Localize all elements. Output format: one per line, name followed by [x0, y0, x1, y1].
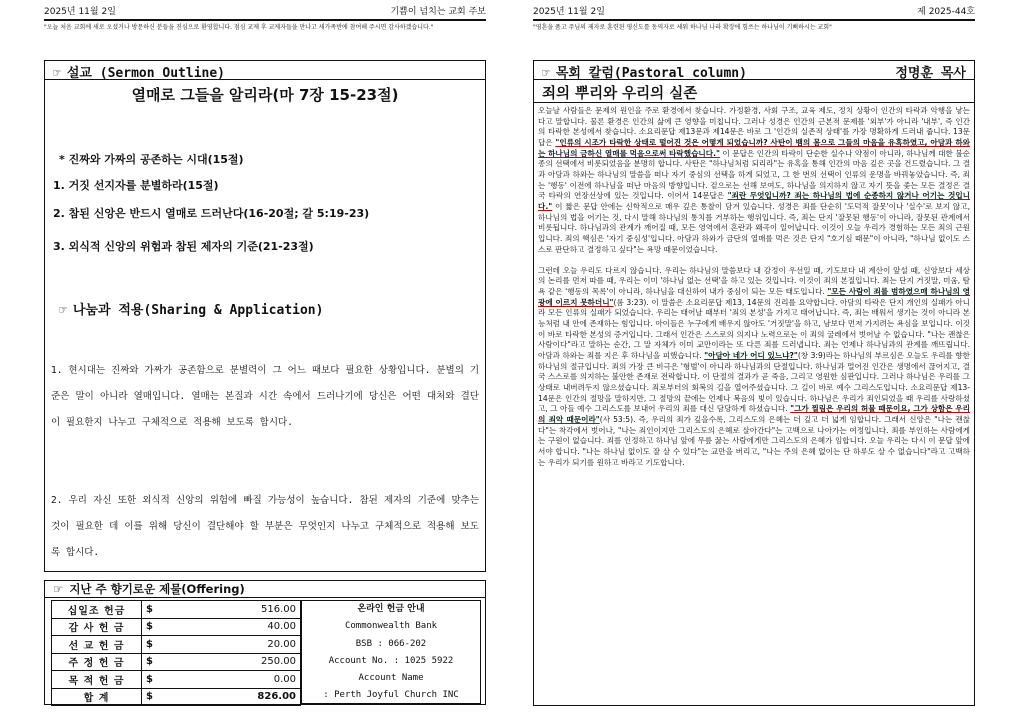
sermon-point: 2. 참된 신앙은 반드시 열매로 드러난다(16-20절; 갈 5:19-23)	[53, 207, 370, 220]
bank-name: Commonwealth Bank	[344, 621, 438, 632]
sermon-intro: * 진짜와 가짜의 공존하는 시대(15절)	[59, 153, 244, 166]
highlighted-quote: "인류의 시조가 타락한 상태로 떨어진 것은 어떻게 되었습니까? 사탄이 뱀의 몸으로 그들의 마음을 유혹하였고, 아담과 하와는 하나님의 금하신 열매를 먹음으로써 타락했습니다."	[538, 137, 970, 158]
column-title-bar	[534, 61, 974, 80]
table-row	[52, 636, 301, 654]
column-paragraph: 오늘날 사람들은 문제의 원인을 주로 환경에서 찾습니다. 가정환경, 사회 구조, 교육 제도, 정치 상황이 인간의 타락과 악행을 낳는다고 말합니다. 물론 환경은 인간의 삶에 큰 영향을 미칩니다. 그러나 성경은 인간의 근본적 문제를 '외부'가 아니라 '내부', 즉 인간의 타락한 본성에서 찾습니다. 소요리문답 제13문과 제14문은 바로 그 '인간의 실존적 상태'를 가장 명확하게 드러내 줍니다. 13문답은 "인류의 시조가 타락한 상태로 떨어진 것은 어떻게 되었습니까? 사탄이 뱀의 몸으로 그들의 마음을 유혹하였고, 아담과 하와는 하나님의 금하신 열매를 먹음으로써 타락했습니다." 이 문답은 인간의 타락이 단순한 실수나 약점이 아니라, 하나님께 대한 불순종의 선택에서 비롯되었음을 분명히 합니다. 사탄은 "하나님처럼 되리라"는 유혹을 통해 인간의 마음 깊은 곳을 건드렸습니다. 그 결과 아담과 하와는 하나님의 말씀을 떠나 자기 중심의 선택을 하게 되었고, 그 한 번의 선택이 인류의 운명을 바꿔놓았습니다. 즉, 죄는 '행동' 이전에 하나님을 떠난 마음의 방향입니다. 겉으로는 선해 보여도, 하나님을 의지하지 않고 자기 뜻을 좇는 모든 결정은 결국 타락의 연장선상에 있는 것입니다. 이어서 14문답은 "죄란 무엇입니까? 죄는 하나님의 법에 순종하지 않거나 어기는 것입니다." 이 짧은 문답 안에는 신학적으로 매우 깊은 통찰이 담겨 있습니다. 성경은 죄를 단순히 '도덕적 잘못'이나 '실수'로 보지 않고, 하나님의 법을 어기는 것, 다시 말해 하나님의 통치를 거부하는 행위입니다. 즉, 죄는 단지 '잘못된 행동'이 아니라, 잘못된 관계에서 비롯됩니다. 하나님과의 관계가 깨어질 때, 모든 영역에서 혼란과 왜곡이 일어납니다. 이것이 오늘 우리가 경험하는 모든 죄의 근원입니다. 죄의 핵심은 '자기 중심성'입니다. 아담과 하와가 금단의 열매를 먹은 것은 단지 "호기심 때문"이 아니라, "하나님 없이도 스스로 판단하고 결정하고 싶다"는 욕망 때문이었습니다.	[538, 106, 970, 254]
column-section-title: 목회 칼럼(Pastoral column)	[555, 66, 747, 81]
pointing-hand-icon: ☞	[53, 582, 64, 596]
account-name: : Perth Joyful Church INC	[323, 690, 459, 701]
table-row	[52, 618, 301, 636]
total-amount: $ 826.00	[142, 688, 301, 706]
pointing-hand-icon: ☞	[59, 303, 67, 318]
highlighted-quote: "죄란 무엇입니까? 죄는 하나님의 법에 순종하지 않거나 어기는 것입니다."	[538, 191, 970, 211]
header-rule	[533, 19, 975, 21]
offering-label: 목 적 헌 금	[52, 671, 142, 689]
offering-title: 지난 주 향기로운 제물(Offering)	[69, 582, 245, 596]
account-number: Account No. : 1025 5922	[328, 655, 454, 666]
offering-amount: $ 40.00	[142, 618, 301, 636]
offering-section	[44, 580, 486, 705]
total-label: 합 계	[52, 688, 142, 706]
column-paragraph: 그런데 오늘 우리도 다르지 않습니다. 우리는 하나님의 말씀보다 내 감정이 우선일 때, 기도보다 내 계산이 앞설 때, 신앙보다 세상의 논리를 먼저 따를 때, 우리는 이미 '하나님 없는 선택'을 하고 있는 것입니다. 이것이 죄의 본질입니다. 죄는 단지 거짓말, 미움, 탐욕 같은 '행동의 목록'이 아니라, 하나님을 대신하여 내가 중심이 되는 모든 태도입니다. "모든 사람이 죄를 범하였으매 하나님의 영광에 이르지 못하더니"(롬 3:23). 이 말씀은 소요리문답 제13, 14문의 진리를 요약합니다. 아담의 타락은 단지 개인의 실패가 아니라 모든 인류의 실패가 되었습니다. 우리는 태어날 때부터 '죄의 본성'을 가지고 태어납니다. 즉, 죄는 배워서 생기는 것이 아니라 본능처럼 내 안에 존재하는 힘입니다. 아이들은 누구에게 배우지 않아도 '거짓말'을 하고, 남보다 먼저 가지려는 욕심을 보입니다. 이것이 바로 타락한 본성의 증거입니다. 그래서 인간은 스스로의 의지나 노력으로는 이 죄의 굴레에서 벗어날 수 없습니다. "나는 괜찮은 사람이다"라고 말하는 순간, 그 말 자체가 이미 교만이라는 또 다른 죄를 드러냅니다. 죄는 언제나 하나님과의 관계를 깨뜨립니다. 아담과 하와는 죄를 지은 후 하나님을 피했습니다. "아담아 네가 어디 있느냐?"(창 3:9)라는 하나님의 부르심은 오늘도 우리를 향한 하나님의 절규입니다. 죄의 가장 큰 비극은 '형벌'이 아니라 하나님과의 단절입니다. 하나님과 멀어진 인간은 생명에서 끊어지고, 결국 스스로를 의지하는 불안한 존재로 전락합니다. 이 단절의 결과가 곧 죽음, 그리고 영원한 심판입니다. 그러나 하나님은 우리를 그 상태로 내버려두지 않으셨습니다. 죄로부터의 회복의 길을 열어주셨습니다. 그 길이 바로 예수 그리스도입니다. 소요리문답 제13-14문은 인간의 절망을 말하지만, 그 절망의 끝에는 언제나 복음의 빛이 있습니다. 하나님은 우리가 죄인되었을 때 우리를 사랑하셨고, 그 아들 예수 그리스도를 보내어 우리의 죄를 대신 담당하게 하셨습니다. "그가 찔림은 우리의 허물 때문이요, 그가 상함은 우리의 죄악 때문이라"(사 53:5). 즉, 우리의 죄가 깊을수록, 그리스도의 은혜는 더 깊고 더 넓게 임합니다. 그래서 신앙은 "나는 괜찮다"는 착각에서 벗어나, "나는 죄인이지만 그리스도의 은혜로 살아간다"는 고백으로 나아가는 여정입니다. 죄를 부인하는 사람에게는 구원이 없습니다. 죄를 인정하고 하나님 앞에 무릎 꿇는 사람에게만 그리스도의 은혜가 임합니다. 오늘 우리는 다시 이 문답 앞에 서야 합니다. "나는 하나님 없이도 잘 살 수 있다"는 교만을 버리고, "나는 주의 은혜 없이는 단 하루도 살 수 없습니다"라고 고백하는 우리가 되기를 원하고 바라고 기도합니다.	[538, 265, 971, 467]
column-body	[534, 103, 974, 468]
table-row	[52, 671, 301, 689]
sermon-point: 1. 거짓 선지자를 분별하라(15절)	[53, 179, 219, 192]
pointing-hand-icon: ☞	[53, 66, 61, 81]
highlighted-quote: "모든 사람이 죄를 범하였으매 하나님의 영광에 이르지 못하더니"	[538, 287, 970, 307]
header-date: 2025년 11월 2일	[533, 7, 605, 17]
table-row	[52, 601, 301, 619]
highlighted-quote: "그가 찔림은 우리의 허물 때문이요, 그가 상함은 우리의 죄악 때문이라"	[538, 404, 970, 424]
pastoral-column-section	[533, 60, 975, 706]
sermon-point: 3. 외식적 신앙의 위험과 참된 제자의 기준(21-23절)	[53, 240, 314, 253]
column-heading: 죄의 뿌리와 우리의 실존	[534, 80, 974, 103]
highlighted-quote: "아담아 네가 어디 있느냐?"	[704, 351, 798, 361]
sharing-item: 2. 우리 자신 또한 외식적 신앙의 위험에 빠질 가능성이 높습니다. 참된 제자의 기준에 맞추는 것이 필요한 데 이를 위해 당신이 결단해야 할 부분은 무엇인지 나누고 구체적으로 적용해 보도록 합시다.	[51, 495, 479, 558]
offering-label: 십일조 헌금	[52, 601, 142, 619]
column-author: 정명훈 목사	[895, 66, 966, 81]
sermon-title-bar	[45, 61, 485, 80]
header-right	[533, 3, 975, 39]
pointing-hand-icon: ☞	[542, 66, 550, 81]
offering-table	[51, 600, 301, 706]
header-date: 2025년 11월 2일	[44, 7, 116, 17]
offering-label: 선 교 헌 금	[52, 636, 142, 654]
welcome-message: "오늘 처음 교회에 새로 오셨거나 방문하신 분들을 진심으로 환영합니다. 점심 교제 후 교제자들을 만나고 새가족반에 참여해 주시면 감사하겠습니다."	[44, 24, 434, 31]
church-vision: "영혼을 품고 주님의 제자로 훈련된 평신도를 동역자로 세워 하나님 나라 확장에 힘쓰는 하나님이 기뻐하시는 교회"	[533, 24, 832, 31]
table-row	[52, 653, 301, 671]
offering-amount: $ 250.00	[142, 653, 301, 671]
account-name-label: Account Name	[358, 673, 424, 684]
bulletin-title: 기쁨이 넘치는 교회 주보	[390, 7, 486, 17]
header-rule	[44, 19, 486, 21]
online-offering-info	[301, 600, 481, 704]
sermon-section-title: 설교 (Sermon Outline)	[66, 66, 225, 81]
sharing-item: 1. 현시대는 진짜와 가짜가 공존함으로 분별력이 그 어느 때보다 필요한 상황입니다. 분별의 기준은 말이 아니라 열매입니다. 열매는 본질과 시간 속에서 드러나기에 당신은 어떤 대처와 결단이 필요한지 나누고 구체적으로 적용해 보도록 합시다.	[51, 365, 479, 428]
sharing-title	[59, 299, 323, 318]
offering-amount: $ 20.00	[142, 636, 301, 654]
offering-label: 주 정 헌 금	[52, 653, 142, 671]
bank-bsb: BSB : 066-202	[355, 638, 427, 649]
online-offering-title: 온라인 헌금 안내	[357, 604, 425, 614]
offering-amount: $ 0.00	[142, 671, 301, 689]
header-left	[44, 3, 486, 39]
total-row	[52, 688, 301, 706]
sharing-title-text: 나눔과 적용(Sharing & Application)	[72, 303, 324, 318]
sermon-heading: 열매로 그들을 알리라(마 7장 15-23절)	[131, 86, 399, 104]
issue-number: 제 2025-44호	[917, 7, 975, 17]
sermon-section	[44, 60, 486, 572]
offering-label: 감 사 헌 금	[52, 618, 142, 636]
offering-title-bar	[45, 581, 485, 598]
offering-amount: $ 516.00	[142, 601, 301, 619]
